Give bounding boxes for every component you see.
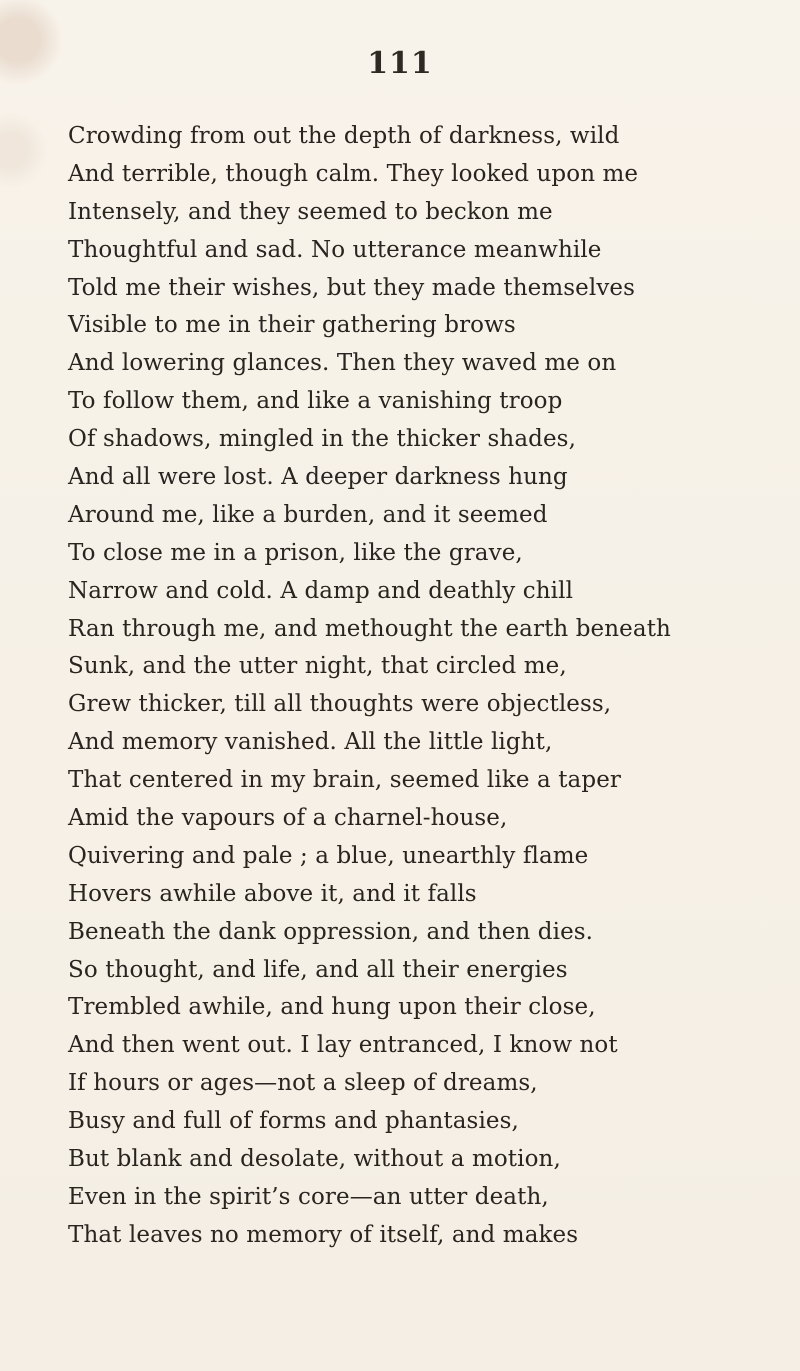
- poem-line: And memory vanished. All the little light,: [68, 729, 553, 756]
- poem-line: Grew thicker, till all thoughts were objectless,: [68, 691, 612, 718]
- page-number: 111: [367, 46, 433, 81]
- poem-line: Crowding from out the depth of darkness, wild: [68, 123, 620, 149]
- poem-line: Sunk, and the utter night, that circled me,: [68, 653, 567, 680]
- poem-line: To follow them, and like a vanishing troop: [68, 388, 563, 415]
- poem-line: That leaves no memory of itself, and makes: [68, 1221, 579, 1248]
- poem-line: Ran through me, and methought the earth beneath: [68, 615, 671, 642]
- poem-line: Busy and full of forms and phantasies,: [68, 1108, 519, 1135]
- poem-line: And then went out. I lay entranced, I know not: [68, 1032, 618, 1059]
- poem-line: Intensely, and they seemed to beckon me: [68, 198, 553, 225]
- poem-line: And lowering glances. Then they waved me on: [68, 350, 617, 377]
- poem-line: Visible to me in their gathering brows: [68, 312, 516, 339]
- poem-line: So thought, and life, and all their energies: [68, 956, 568, 983]
- poem-line: Narrow and cold. A damp and deathly chill: [68, 577, 574, 604]
- poem-line: But blank and desolate, without a motion,: [68, 1146, 561, 1173]
- poem-line: Trembled awhile, and hung upon their close,: [68, 994, 596, 1021]
- poem-line: Beneath the dank oppression, and then dies.: [68, 918, 594, 945]
- poem-line: Amid the vapours of a charnel-house,: [68, 805, 508, 832]
- poem-line: That centered in my brain, seemed like a taper: [68, 767, 621, 794]
- poem-line: Hovers awhile above it, and it falls: [68, 880, 477, 907]
- poem-line: And all were lost. A deeper darkness hung: [68, 464, 568, 491]
- poem-line: Told me their wishes, but they made themselves: [68, 274, 636, 301]
- poem-line: Even in the spirit’s core—an utter death,: [68, 1183, 549, 1210]
- poem-line: Quivering and pale ; a blue, unearthly flame: [68, 842, 589, 869]
- poem-line: To close me in a prison, like the grave,: [68, 539, 523, 566]
- poem-line: Around me, like a burden, and it seemed: [68, 501, 548, 528]
- poem-text: [68, 118, 748, 1255]
- poem-line: If hours or ages—not a sleep of dreams,: [68, 1070, 538, 1097]
- poem-line: And terrible, though calm. They looked upon me: [68, 160, 639, 187]
- poem-line: Thoughtful and sad. No utterance meanwhile: [68, 236, 602, 263]
- poem-line: Of shadows, mingled in the thicker shades,: [68, 426, 576, 453]
